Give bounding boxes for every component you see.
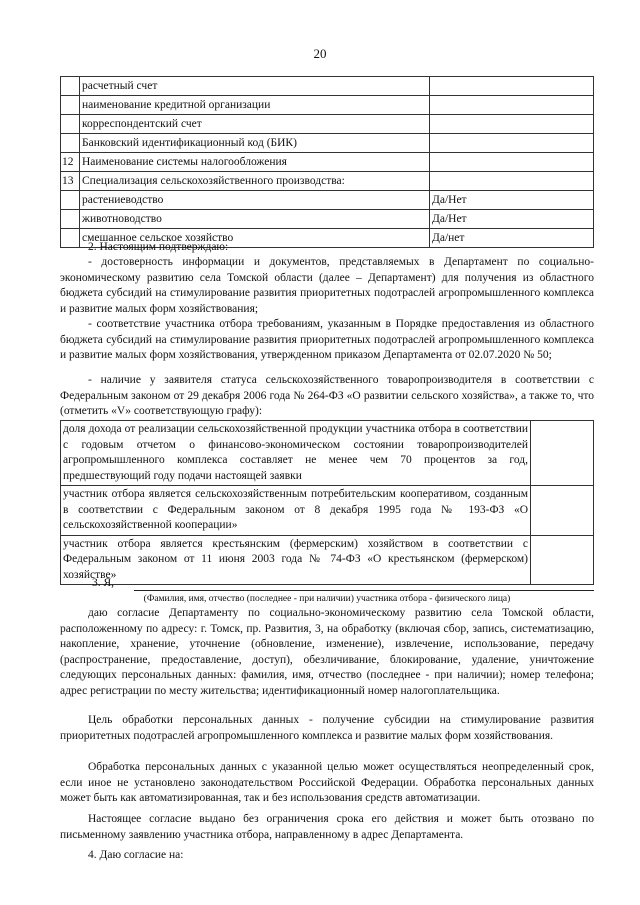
row-number xyxy=(61,191,80,210)
status-option-text: участник отбора является сельскохозяйственным потребительским кооперативом, созданным в соответствии с Федеральным законом от 8 декабря 1995 года № 193-ФЗ «О сельскохозяйственной кооперации» xyxy=(61,486,531,536)
row-label: корреспондентский счет xyxy=(80,115,430,134)
section-3-paragraph-3: Обработка персональных данных с указанной целью может осуществляться неопределенный срок, если иное не установлено законодательством Российской Федерации. Обработка персональных данных может быть как автоматизированная, так и без использования средств автоматизации. xyxy=(60,761,594,804)
status-option-checkbox[interactable] xyxy=(531,486,594,536)
section-3-name-line xyxy=(60,577,594,595)
row-value[interactable] xyxy=(430,96,594,115)
details-row xyxy=(61,115,594,134)
row-value[interactable]: Да/Нет xyxy=(430,191,594,210)
row-label: наименование кредитной организации xyxy=(80,96,430,115)
row-label: Наименование системы налогообложения xyxy=(80,153,430,172)
name-blank-field[interactable] xyxy=(134,590,594,591)
row-number xyxy=(61,96,80,115)
row-number xyxy=(61,210,80,229)
status-option-checkbox[interactable] xyxy=(531,421,594,486)
details-row xyxy=(61,191,594,210)
details-row xyxy=(61,172,594,191)
section-2-paragraph-1: - достоверность информации и документов, представляемых в Департамент по социально-экономическому развитию села Томской области (далее – Департамент) для получения из областного бюджета субсидий на стимулирование развития приоритетных подотраслей агропромышленного комплекса и развитие малых форм хозяйствования; xyxy=(60,256,594,315)
row-number xyxy=(61,229,80,248)
row-value[interactable] xyxy=(430,153,594,172)
row-value[interactable] xyxy=(430,172,594,191)
status-option-text: доля дохода от реализации сельскохозяйственной продукции участника отбора в соответствии с годовым отчетом о финансово-экономическом состоянии товаропроизводителей агропромышленного комплекса составляет не менее чем 70 процентов за год, предшествующий году подачи настоящей заявки xyxy=(61,421,531,486)
row-value[interactable] xyxy=(430,77,594,96)
row-number xyxy=(61,134,80,153)
section-2-paragraph-2: - соответствие участника отбора требованиям, указанным в Порядке предоставления из областного бюджета субсидий на стимулирование развития приоритетных подотраслей агропромышленного комплекса и развитие малых форм хозяйствования, утвержденном приказом Департамента от 02.07.2020 № 50; xyxy=(60,318,594,361)
details-row xyxy=(61,153,594,172)
status-option-text: участник отбора является крестьянским (фермерским) хозяйством в соответствии с Федеральным законом от 11 июня 2003 года № 74-ФЗ «О крестьянском (фермерском) хозяйстве» xyxy=(61,535,531,585)
row-value[interactable] xyxy=(430,134,594,153)
details-row xyxy=(61,77,594,96)
section-4-heading: 4. Даю согласие на: xyxy=(88,849,184,861)
row-value[interactable]: Да/нет xyxy=(430,229,594,248)
name-field-caption: (Фамилия, имя, отчество (последнее - при наличии) участника отбора - физического лица) xyxy=(143,594,511,604)
row-label: смешанное сельское хозяйство xyxy=(80,229,430,248)
status-option-row xyxy=(61,486,594,536)
section-3-paragraph-1: даю согласие Департаменту по социально-экономическому развитию села Томской области, расположенному по адресу: г. Томск, пр. Развития, 3, на обработку (включая сбор, запись, систематизацию, накопление, хранение, уточнение (обновление, изменение), извлечение, использование, передачу (распространение, предоставление, доступ), обезличивание, блокирование, удаление, уничтожение следующих персональных данных: фамилия, имя, отчество (последнее - при наличии); номер телефона; адрес регистрации по месту жительства; идентификационный номер налогоплательщика. xyxy=(60,607,594,697)
details-table xyxy=(60,76,594,248)
details-row xyxy=(61,210,594,229)
row-value[interactable]: Да/Нет xyxy=(430,210,594,229)
row-number: 13 xyxy=(61,172,80,191)
status-option-row xyxy=(61,421,594,486)
row-label: Банковский идентификационный код (БИК) xyxy=(80,134,430,153)
section-3-label: 3. Я, xyxy=(92,577,115,589)
details-row xyxy=(61,134,594,153)
row-label: Специализация сельскохозяйственного производства: xyxy=(80,172,430,191)
row-value[interactable] xyxy=(430,115,594,134)
row-number xyxy=(61,77,80,96)
section-3-paragraph-2: Цель обработки персональных данных - получение субсидии на стимулирование развития приоритетных подотраслей агропромышленного комплекса и развитие малых форм хозяйствования. xyxy=(60,714,594,742)
row-number: 12 xyxy=(61,153,80,172)
row-label: расчетный счет xyxy=(80,77,430,96)
row-label: растениеводство xyxy=(80,191,430,210)
section-2-heading: 2. Настоящим подтверждаю: xyxy=(88,241,229,253)
row-label: животноводство xyxy=(80,210,430,229)
section-3-paragraph-4: Настоящее согласие выдано без ограничения срока его действия и может быть отозвано по письменному заявлению участника отбора, направленному в адрес Департамента. xyxy=(60,813,594,841)
section-2-paragraph-3: - наличие у заявителя статуса сельскохозяйственного товаропроизводителя в соответствии с Федеральным законом от 29 декабря 2006 года № 264-ФЗ «О развитии сельского хозяйства», а также то, что (отметить «V» соответствующую графу): xyxy=(60,374,594,417)
page-number: 20 xyxy=(313,46,327,61)
details-row xyxy=(61,96,594,115)
row-number xyxy=(61,115,80,134)
status-checkbox-table xyxy=(60,420,594,585)
